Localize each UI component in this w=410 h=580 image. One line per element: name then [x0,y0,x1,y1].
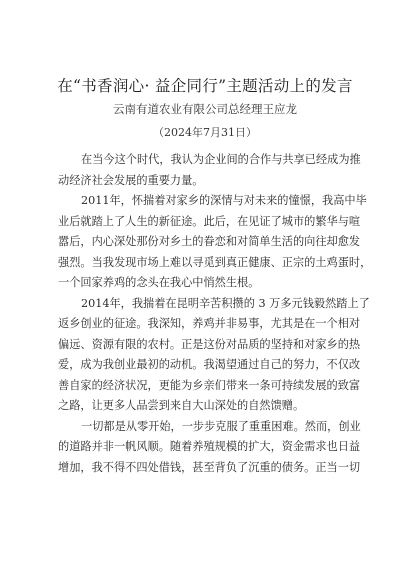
text-line: 之路，让更多人品尝到来自大山深处的自然馈赠。 [58,399,305,412]
paragraph [58,294,370,417]
document-title: 在“书香润心· 益企同行”主题活动上的发言 [57,77,353,95]
text-line: 增加，我不得不四处借钱，甚至背负了沉重的债务。正当一切 [58,460,361,474]
text-line: 强烈。当我发现市场上难以寻觅到真正健康、正宗的土鸡蛋时， [58,255,372,269]
text-line: 一切都是从零开始，一步步克服了重重困难。然而，创业 [81,419,361,433]
speech-body [58,150,372,478]
text-line: 在当今这个时代，我认为企业间的合作与共享已经成为推 [81,153,361,166]
text-line: 嚣后，内心深处那份对乡土的眷恋和对简单生活的向往却愈发 [58,235,361,248]
text-line: 业后就踏上了人生的新征途。此后，在见证了城市的繁华与喧 [58,214,361,228]
text-line: 善自家的经济状况，更能为乡亲们带来一条可持续发展的致富 [58,378,361,392]
speech-date: （2024年7月31日） [153,126,257,139]
speaker-line: 云南有道农业有限公司总经理王应龙 [113,102,297,116]
text-line: 动经济社会发展的重要力量。 [58,173,204,187]
text-line: 返乡创业的征途。我深知，养鸡并非易事，尤其是在一个相对 [58,317,361,330]
paragraph [58,417,361,479]
text-line: 一个回家养鸡的念头在我心中悄然生根。 [58,276,260,289]
text-line: 2014年，我揣着在昆明辛苦积攒的 3 万多元钱毅然踏上了 [81,296,370,310]
paragraph [58,191,372,294]
text-line: 偏远、资源有限的农村。正是这份对品质的坚持和对家乡的热 [58,337,361,351]
text-line: 2011年，怀揣着对家乡的深情与对未来的憧憬，我高中毕 [81,194,367,207]
text-line: 的道路并非一帆风顺。随着养殖规模的扩大，资金需求也日益 [58,440,361,453]
paragraph [58,150,361,191]
text-line: 爱，成为我创业最初的动机。我渴望通过自己的努力，不仅改 [58,358,361,371]
